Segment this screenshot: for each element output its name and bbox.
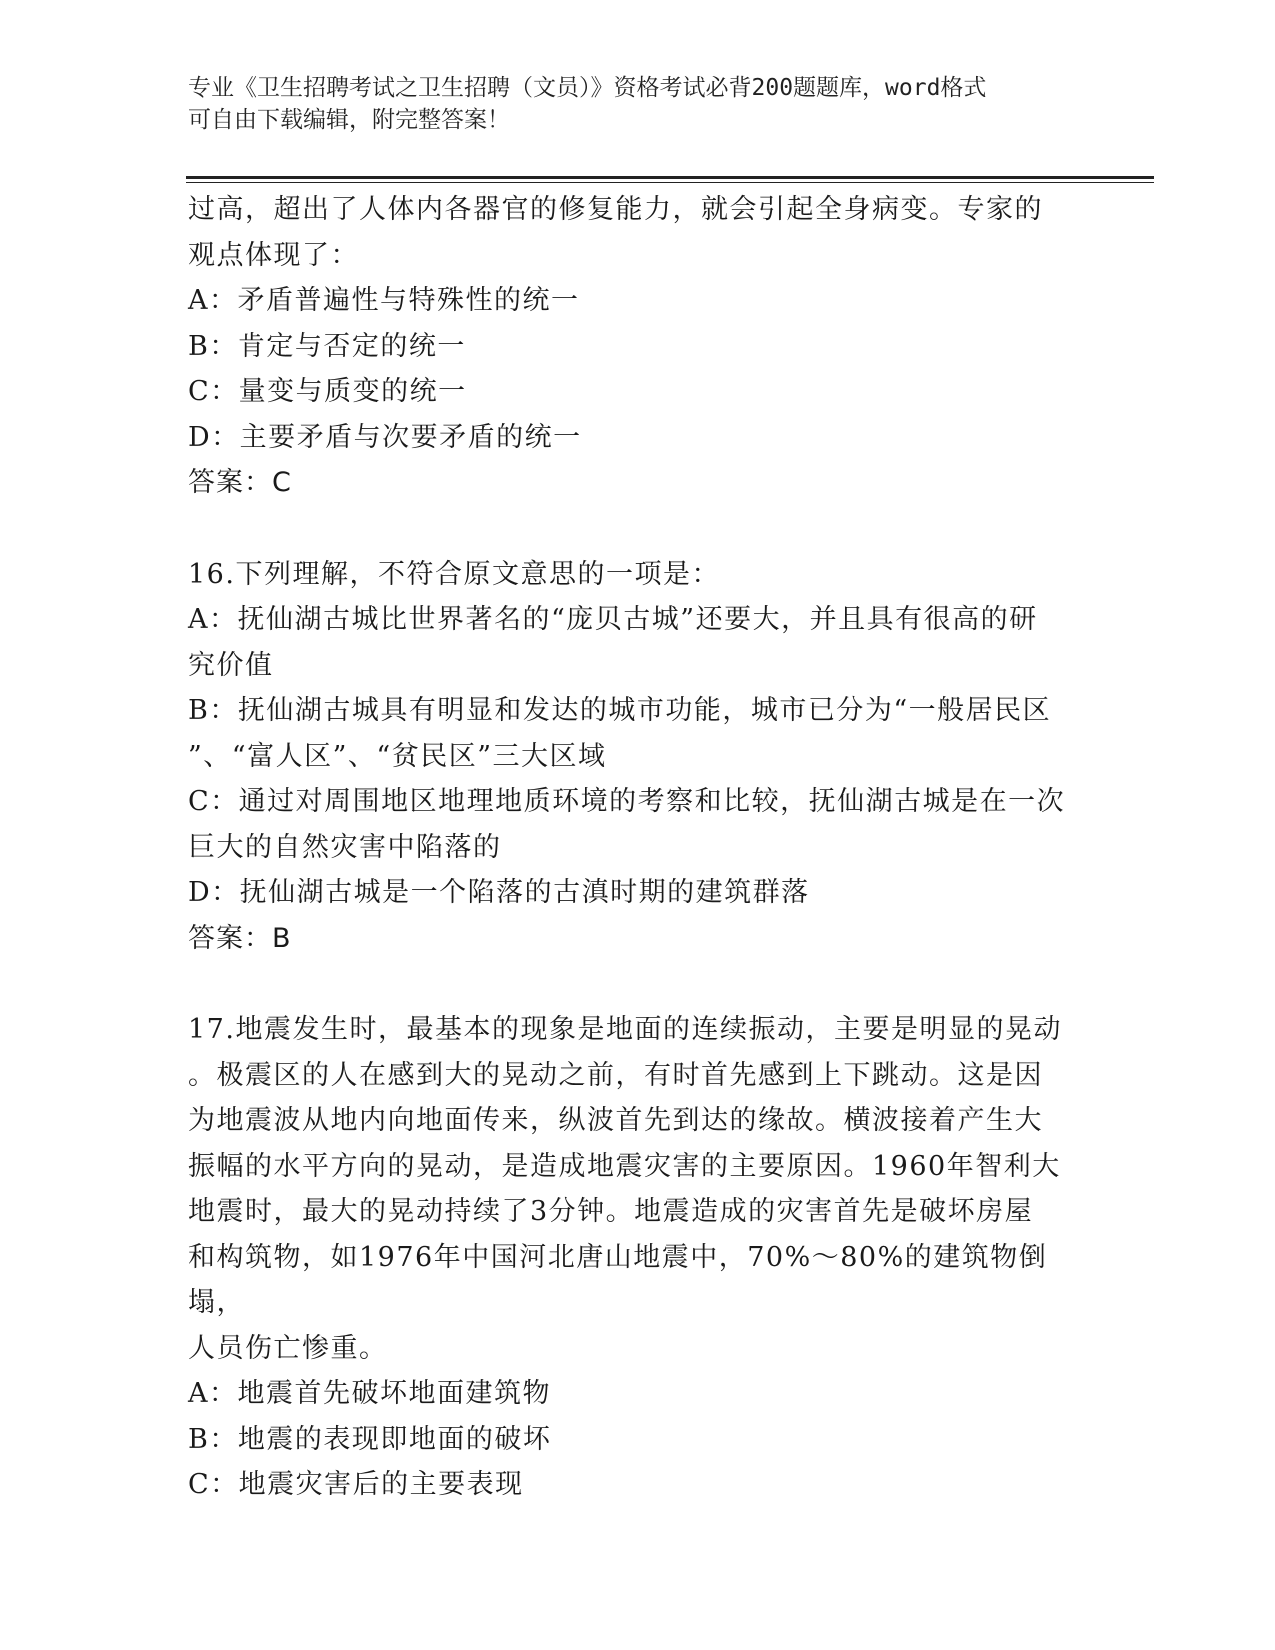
option-a: A：抚仙湖古城比世界著名的“庞贝古城”还要大，并且具有很高的研 (188, 604, 1038, 635)
header-rule-thick (186, 176, 1154, 179)
option-b: B：地震的表现即地面的破坏 (188, 1423, 552, 1455)
document-body (188, 187, 1078, 1508)
option-b-continued: ”、“富人区”、“贫民区”三大区域 (188, 740, 607, 772)
question-spacer (188, 506, 1078, 552)
option-a: A：地震首先破坏地面建筑物 (188, 1378, 551, 1409)
question-spacer (188, 961, 1078, 1007)
question-16 (188, 552, 1078, 962)
option-b: B：肯定与否定的统一 (188, 330, 466, 362)
question-15 (188, 187, 1078, 506)
option-a: A：矛盾普遍性与特殊性的统一 (188, 285, 580, 316)
question-stem-line: 人员伤亡惨重。 (188, 1332, 388, 1364)
question-stem-line: 和构筑物，如1976年中国河北唐山地震中，70%～80%的建筑物倒塌， (188, 1241, 1048, 1318)
header-line-1: 专业《卫生招聘考试之卫生招聘（文员）》资格考试必背200题题库，word格式 (188, 75, 987, 101)
question-stem-line: 17.地震发生时，最基本的现象是地面的连续振动，主要是明显的晃动 (188, 1014, 1062, 1045)
header-rule-thin (186, 182, 1154, 183)
option-c: C：通过对周围地区地理地质环境的考察和比较，抚仙湖古城是在一次 (188, 786, 1066, 817)
header-line-2: 可自由下载编辑，附完整答案！ (188, 107, 510, 133)
question-stem-line: 过高，超出了人体内各器官的修复能力，就会引起全身病变。专家的 (188, 194, 1043, 225)
question-stem-line: 。极震区的人在感到大的晃动之前，有时首先感到上下跳动。这是因 (188, 1059, 1043, 1091)
question-17 (188, 1007, 1078, 1508)
option-c: C：量变与质变的统一 (188, 376, 467, 407)
question-stem: 16.下列理解，不符合原文意思的一项是： (188, 558, 720, 590)
question-stem-line: 观点体现了： (188, 239, 359, 271)
option-c-continued: 巨大的自然灾害中陷落的 (188, 831, 502, 863)
option-b: B：抚仙湖古城具有明显和发达的城市功能，城市已分为“一般居民区 (188, 695, 1052, 726)
option-c: C：地震灾害后的主要表现 (188, 1469, 524, 1500)
question-stem-line: 为地震波从地内向地面传来，纵波首先到达的缘故。横波接着产生大 (188, 1105, 1043, 1136)
answer-label: 答案：C (188, 467, 292, 498)
option-a-continued: 究价值 (188, 649, 274, 681)
document-header (188, 72, 1068, 136)
option-d: D：主要矛盾与次要矛盾的统一 (188, 421, 582, 453)
question-stem-line: 振幅的水平方向的晃动，是造成地震灾害的主要原因。1960年智利大 (188, 1150, 1061, 1182)
answer-label: 答案：B (188, 922, 292, 954)
question-stem-line: 地震时，最大的晃动持续了3分钟。地震造成的灾害首先是破坏房屋 (188, 1196, 1034, 1227)
option-d: D：抚仙湖古城是一个陷落的古滇时期的建筑群落 (188, 877, 810, 908)
